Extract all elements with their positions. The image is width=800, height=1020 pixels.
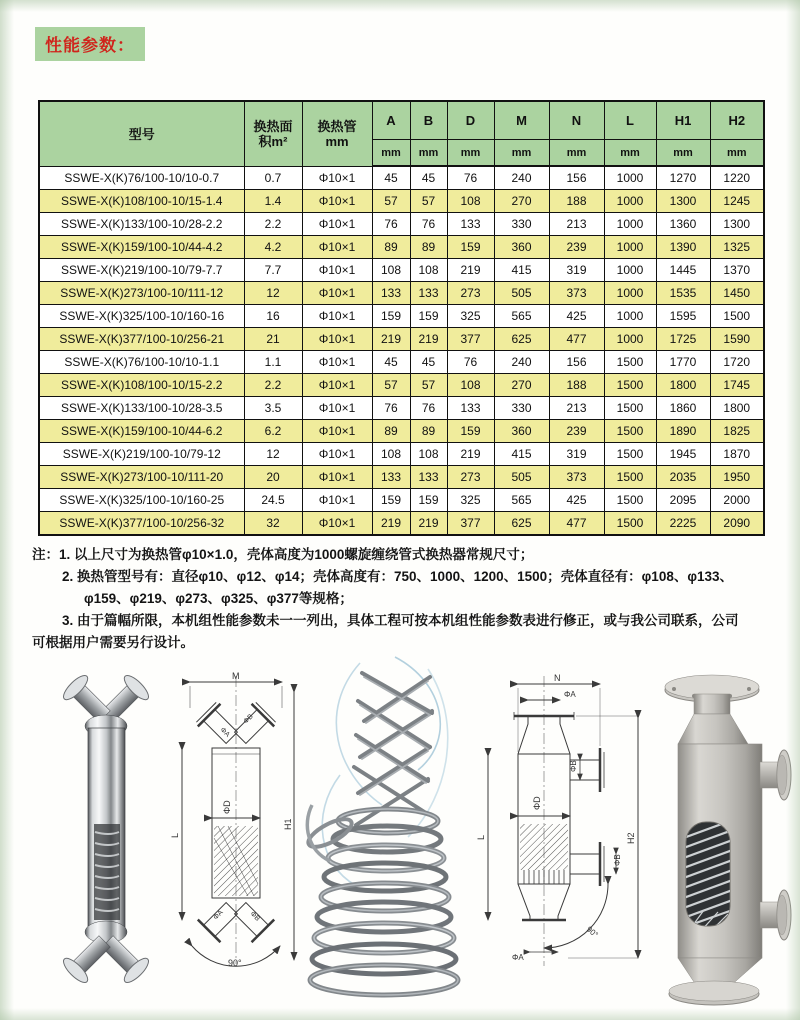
value-cell: 1000	[604, 328, 656, 351]
value-cell: 1000	[604, 190, 656, 213]
dim-label-n: N	[554, 673, 561, 683]
value-cell: 45	[410, 351, 447, 374]
value-cell: 377	[447, 328, 494, 351]
value-cell: 1.1	[244, 351, 302, 374]
table-body	[39, 166, 764, 535]
dim-label-phi-b-top: ΦB	[242, 713, 255, 726]
value-cell: 159	[372, 305, 410, 328]
bottom-cap	[85, 921, 127, 943]
model-cell: SSWE-X(K)159/100-10/44-6.2	[39, 420, 244, 443]
model-cell: SSWE-X(K)377/100-10/256-21	[39, 328, 244, 351]
value-cell: 133	[372, 282, 410, 305]
value-cell: 4.2	[244, 236, 302, 259]
value-cell: 108	[372, 259, 410, 282]
model-cell: SSWE-X(K)133/100-10/28-3.5	[39, 397, 244, 420]
model-cell: SSWE-X(K)76/100-10/10-1.1	[39, 351, 244, 374]
value-cell: 425	[549, 305, 604, 328]
dimension-drawing-side-nozzle-type	[468, 668, 652, 972]
value-cell: 0.7	[244, 166, 302, 190]
value-cell: 270	[494, 374, 549, 397]
value-cell: 1220	[710, 166, 764, 190]
value-cell: 89	[410, 236, 447, 259]
value-cell: 3.5	[244, 397, 302, 420]
value-cell: 1445	[656, 259, 710, 282]
header-model: 型号	[39, 101, 244, 166]
value-cell: 159	[447, 236, 494, 259]
header-dim-m: M	[494, 101, 549, 140]
value-cell: 377	[447, 512, 494, 536]
page-title-badge	[35, 27, 145, 61]
value-cell: 1.4	[244, 190, 302, 213]
table-row	[39, 443, 764, 466]
dim-label-phi-a-bottom: ΦA	[512, 953, 524, 962]
note-line-4: 3. 由于篇幅所限，本机组性能参数未一一列出，具体工程可按本机组性能参数表进行修正，或与我公司联系，公司	[62, 613, 739, 628]
value-cell: 1870	[710, 443, 764, 466]
parameters-table	[38, 100, 765, 536]
value-cell: 57	[372, 190, 410, 213]
value-cell: 6.2	[244, 420, 302, 443]
value-cell: 213	[549, 213, 604, 236]
value-cell: 2225	[656, 512, 710, 536]
value-cell: 1000	[604, 213, 656, 236]
value-cell: 1825	[710, 420, 764, 443]
coil-bundle-photo	[300, 655, 468, 1007]
value-cell: 76	[447, 351, 494, 374]
top-cone	[678, 714, 748, 744]
value-cell: 133	[447, 397, 494, 420]
value-cell: 45	[410, 166, 447, 190]
table-row	[39, 351, 764, 374]
value-cell: 565	[494, 489, 549, 512]
value-cell: 108	[447, 374, 494, 397]
value-cell: 1500	[604, 512, 656, 536]
value-cell: 1245	[710, 190, 764, 213]
value-cell: 108	[447, 190, 494, 213]
value-cell: 45	[372, 351, 410, 374]
value-cell: Φ10×1	[302, 282, 372, 305]
note-line-3: φ159、φ219、φ273、φ325、φ377等规格；	[84, 591, 353, 606]
value-cell: 76	[410, 397, 447, 420]
value-cell: 505	[494, 282, 549, 305]
note-line-1: 注：1. 以上尺寸为换热管φ10×1.0，壳体高度为1000螺旋缠绕管式换热器常规尺寸；	[32, 547, 534, 562]
dim-label-m: M	[232, 671, 240, 681]
value-cell: 57	[410, 374, 447, 397]
value-cell: 89	[372, 236, 410, 259]
header-dim-n: N	[549, 101, 604, 140]
value-cell: Φ10×1	[302, 420, 372, 443]
table-row	[39, 166, 764, 190]
value-cell: 1745	[710, 374, 764, 397]
table-row	[39, 512, 764, 536]
header-unit: mm	[410, 140, 447, 167]
value-cell: 625	[494, 328, 549, 351]
header-dim-h1: H1	[656, 101, 710, 140]
value-cell: 1000	[604, 259, 656, 282]
dim-label-phi-a-top: ΦA	[218, 726, 231, 739]
value-cell: Φ10×1	[302, 166, 372, 190]
value-cell: 239	[549, 236, 604, 259]
note-line-2: 2. 换热管型号有：直径φ10、φ12、φ14；壳体高度有：750、1000、1200、1500；壳体直径有：φ108、φ133、	[62, 569, 734, 584]
value-cell: 12	[244, 443, 302, 466]
value-cell: 273	[447, 282, 494, 305]
table-header	[39, 101, 764, 166]
table-row	[39, 236, 764, 259]
value-cell: 2.2	[244, 374, 302, 397]
value-cell: 1720	[710, 351, 764, 374]
header-dim-a: A	[372, 101, 410, 140]
header-dim-b: B	[410, 101, 447, 140]
value-cell: 21	[244, 328, 302, 351]
value-cell: 89	[410, 420, 447, 443]
neck	[694, 694, 730, 714]
value-cell: 2000	[710, 489, 764, 512]
value-cell: 1500	[604, 443, 656, 466]
page-title: 性能参数：	[45, 36, 135, 55]
value-cell: Φ10×1	[302, 489, 372, 512]
model-cell: SSWE-X(K)325/100-10/160-25	[39, 489, 244, 512]
model-cell: SSWE-X(K)133/100-10/28-2.2	[39, 213, 244, 236]
value-cell: 240	[494, 351, 549, 374]
value-cell: 108	[410, 259, 447, 282]
value-cell: 219	[372, 328, 410, 351]
value-cell: 1000	[604, 166, 656, 190]
model-cell: SSWE-X(K)108/100-10/15-1.4	[39, 190, 244, 213]
dim-label-l: L	[476, 834, 486, 840]
table-row	[39, 190, 764, 213]
value-cell: 565	[494, 305, 549, 328]
value-cell: 32	[244, 512, 302, 536]
value-cell: 45	[372, 166, 410, 190]
model-cell: SSWE-X(K)159/100-10/44-4.2	[39, 236, 244, 259]
value-cell: 1270	[656, 166, 710, 190]
value-cell: Φ10×1	[302, 259, 372, 282]
value-cell: 76	[372, 213, 410, 236]
table-row	[39, 305, 764, 328]
table-row	[39, 466, 764, 489]
value-cell: 1390	[656, 236, 710, 259]
value-cell: 2.2	[244, 213, 302, 236]
header-area	[244, 101, 302, 166]
value-cell: 360	[494, 236, 549, 259]
value-cell: 1535	[656, 282, 710, 305]
value-cell: 188	[549, 374, 604, 397]
value-cell: 219	[447, 443, 494, 466]
dim-label-angle: 90°	[584, 924, 600, 940]
value-cell: 2035	[656, 466, 710, 489]
value-cell: 325	[447, 489, 494, 512]
value-cell: 1500	[604, 420, 656, 443]
value-cell: Φ10×1	[302, 213, 372, 236]
value-cell: 373	[549, 466, 604, 489]
dim-label-phi-b-bottom: ΦB	[613, 854, 622, 866]
value-cell: Φ10×1	[302, 351, 372, 374]
note-line-5: 可根据用户需要另行设计。	[32, 635, 194, 650]
value-cell: 89	[372, 420, 410, 443]
dim-label-phi-a-bottom: ΦA	[212, 909, 225, 922]
model-cell: SSWE-X(K)273/100-10/111-12	[39, 282, 244, 305]
value-cell: 219	[447, 259, 494, 282]
table-row	[39, 397, 764, 420]
product-photo-flanged-vessel	[648, 670, 798, 1015]
value-cell: 57	[372, 374, 410, 397]
table-row	[39, 213, 764, 236]
value-cell: 1770	[656, 351, 710, 374]
value-cell: 188	[549, 190, 604, 213]
value-cell: Φ10×1	[302, 466, 372, 489]
value-cell: 1890	[656, 420, 710, 443]
value-cell: Φ10×1	[302, 236, 372, 259]
value-cell: Φ10×1	[302, 328, 372, 351]
value-cell: 24.5	[244, 489, 302, 512]
header-tube-line1: 换热管	[317, 118, 357, 134]
value-cell: Φ10×1	[302, 443, 372, 466]
model-cell: SSWE-X(K)273/100-10/111-20	[39, 466, 244, 489]
header-area-line2: 积m²	[258, 133, 288, 149]
notes	[32, 544, 774, 654]
value-cell: 1800	[710, 397, 764, 420]
value-cell: Φ10×1	[302, 190, 372, 213]
value-cell: Φ10×1	[302, 374, 372, 397]
model-cell: SSWE-X(K)219/100-10/79-7.7	[39, 259, 244, 282]
value-cell: 20	[244, 466, 302, 489]
value-cell: 1945	[656, 443, 710, 466]
page-edge-tint	[0, 0, 14, 1020]
table-row	[39, 259, 764, 282]
dim-label-phi-d: ΦD	[532, 796, 542, 810]
dim-label-phi-b-bottom: ΦB	[248, 910, 261, 923]
model-cell: SSWE-X(K)325/100-10/160-16	[39, 305, 244, 328]
value-cell: Φ10×1	[302, 305, 372, 328]
value-cell: 425	[549, 489, 604, 512]
model-cell: SSWE-X(K)108/100-10/15-2.2	[39, 374, 244, 397]
dim-label-phi-b-top: ΦB	[569, 760, 578, 772]
value-cell: 1500	[604, 397, 656, 420]
value-cell: 1950	[710, 466, 764, 489]
header-unit: mm	[710, 140, 764, 167]
dim-label-phi-d: ΦD	[222, 800, 232, 814]
value-cell: 1000	[604, 236, 656, 259]
value-cell: 133	[410, 282, 447, 305]
dim-label-h1: H1	[283, 818, 293, 830]
header-unit: mm	[447, 140, 494, 167]
value-cell: 240	[494, 166, 549, 190]
header-unit: mm	[549, 140, 604, 167]
value-cell: 1500	[604, 466, 656, 489]
model-cell: SSWE-X(K)76/100-10/10-0.7	[39, 166, 244, 190]
inner-coil	[94, 824, 120, 920]
value-cell: 415	[494, 259, 549, 282]
value-cell: 319	[549, 259, 604, 282]
value-cell: 1595	[656, 305, 710, 328]
value-cell: 133	[372, 466, 410, 489]
header-unit: mm	[494, 140, 549, 167]
header-dim-h2: H2	[710, 101, 764, 140]
value-cell: 239	[549, 420, 604, 443]
value-cell: Φ10×1	[302, 512, 372, 536]
value-cell: 159	[410, 489, 447, 512]
value-cell: 325	[447, 305, 494, 328]
value-cell: 156	[549, 166, 604, 190]
value-cell: 219	[410, 512, 447, 536]
table-row	[39, 328, 764, 351]
value-cell: 373	[549, 282, 604, 305]
value-cell: 1500	[604, 351, 656, 374]
value-cell: 505	[494, 466, 549, 489]
value-cell: 270	[494, 190, 549, 213]
table-row	[39, 420, 764, 443]
model-cell: SSWE-X(K)377/100-10/256-32	[39, 512, 244, 536]
value-cell: 7.7	[244, 259, 302, 282]
header-area-line1: 换热面	[253, 118, 293, 134]
value-cell: 2090	[710, 512, 764, 536]
value-cell: 477	[549, 328, 604, 351]
header-tube-line2: mm	[325, 133, 349, 149]
header-unit: mm	[604, 140, 656, 167]
header-dim-l: L	[604, 101, 656, 140]
header-tube	[302, 101, 372, 166]
value-cell: 12	[244, 282, 302, 305]
value-cell: 1300	[710, 213, 764, 236]
value-cell: 1000	[604, 305, 656, 328]
value-cell: 1500	[604, 374, 656, 397]
value-cell: 76	[372, 397, 410, 420]
value-cell: 76	[447, 166, 494, 190]
value-cell: 1000	[604, 282, 656, 305]
value-cell: 273	[447, 466, 494, 489]
value-cell: 159	[372, 489, 410, 512]
header-dim-d: D	[447, 101, 494, 140]
value-cell: 625	[494, 512, 549, 536]
value-cell: 108	[410, 443, 447, 466]
value-cell: 415	[494, 443, 549, 466]
header-unit: mm	[372, 140, 410, 167]
dim-label-phi-a-top: ΦA	[564, 690, 576, 699]
table-row	[39, 374, 764, 397]
value-cell: 57	[410, 190, 447, 213]
coil-loops	[305, 805, 458, 995]
value-cell: 1300	[656, 190, 710, 213]
value-cell: 16	[244, 305, 302, 328]
value-cell: 1500	[604, 489, 656, 512]
value-cell: 159	[447, 420, 494, 443]
dim-label-angle: 90°	[228, 958, 242, 968]
page-edge-tint	[0, 0, 800, 12]
value-cell: Φ10×1	[302, 397, 372, 420]
dim-label-h2: H2	[626, 832, 636, 844]
value-cell: 2095	[656, 489, 710, 512]
dim-label-l: L	[170, 832, 180, 838]
value-cell: 133	[447, 213, 494, 236]
table-row	[39, 489, 764, 512]
value-cell: 133	[410, 466, 447, 489]
lower-side-nozzle	[760, 890, 791, 940]
value-cell: 1450	[710, 282, 764, 305]
header-unit: mm	[656, 140, 710, 167]
value-cell: 219	[410, 328, 447, 351]
table-row	[39, 282, 764, 305]
value-cell: 1860	[656, 397, 710, 420]
value-cell: 477	[549, 512, 604, 536]
value-cell: 1590	[710, 328, 764, 351]
coil-top-weave	[354, 673, 432, 825]
value-cell: 1370	[710, 259, 764, 282]
value-cell: 1325	[710, 236, 764, 259]
product-photo-vertical-exchanger	[40, 672, 172, 984]
value-cell: 156	[549, 351, 604, 374]
value-cell: 360	[494, 420, 549, 443]
value-cell: 330	[494, 397, 549, 420]
value-cell: 108	[372, 443, 410, 466]
value-cell: 219	[372, 512, 410, 536]
value-cell: 1360	[656, 213, 710, 236]
upper-side-nozzle	[760, 750, 791, 800]
value-cell: 76	[410, 213, 447, 236]
dimension-drawing-x-type	[170, 668, 302, 972]
value-cell: 159	[410, 305, 447, 328]
value-cell: 330	[494, 213, 549, 236]
value-cell: 1725	[656, 328, 710, 351]
value-cell: 1800	[656, 374, 710, 397]
value-cell: 213	[549, 397, 604, 420]
model-cell: SSWE-X(K)219/100-10/79-12	[39, 443, 244, 466]
value-cell: 1500	[710, 305, 764, 328]
value-cell: 319	[549, 443, 604, 466]
